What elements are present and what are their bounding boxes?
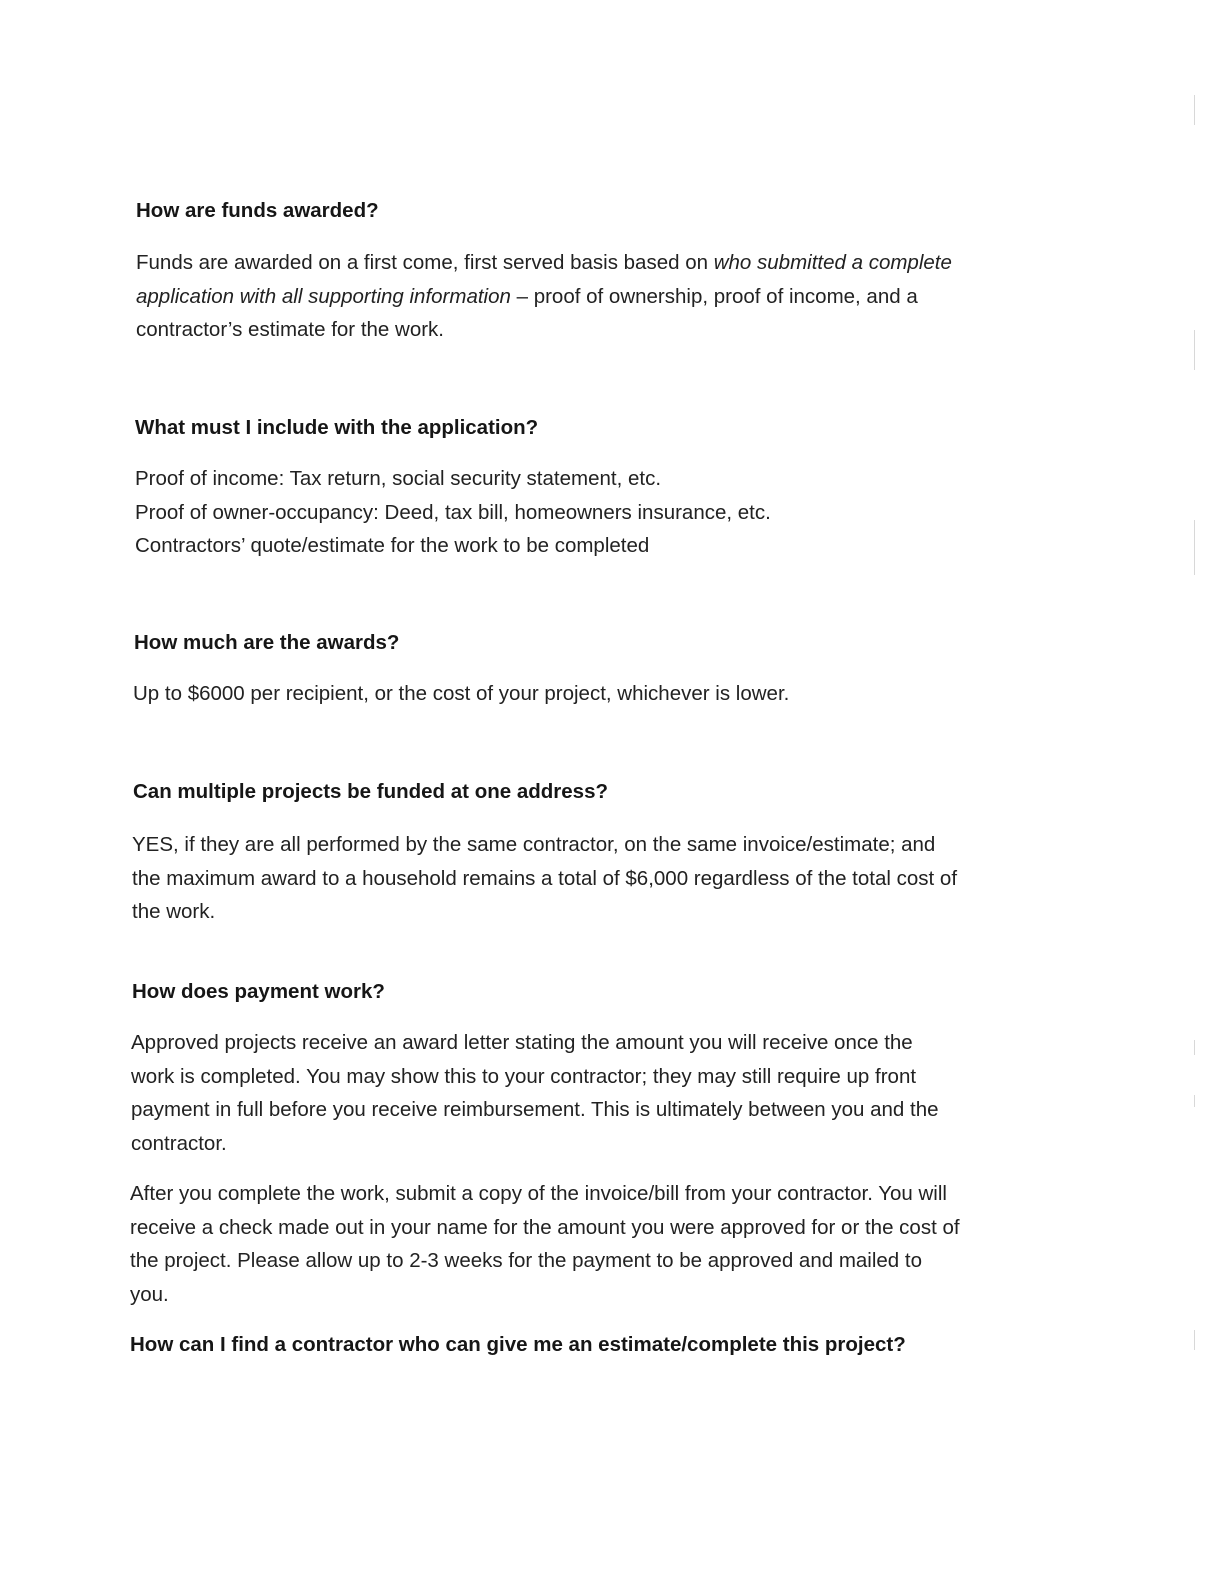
faq-question-multiple-projects: Can multiple projects be funded at one address? — [133, 780, 608, 803]
answer-line: receive a check made out in your name for the amount you were approved for or the cost of — [130, 1215, 960, 1239]
faq-answer-award-amount — [133, 677, 789, 711]
faq-question-application-requirements: What must I include with the application? — [135, 416, 539, 439]
faq-answer-multiple-projects — [132, 828, 957, 929]
answer-line: you. — [130, 1282, 169, 1306]
faq-question-payment: How does payment work? — [132, 980, 385, 1003]
answer-line: the work. — [132, 900, 216, 923]
answer-line: Funds are awarded on a first come, first served basis based on who submitted a complete — [136, 251, 952, 274]
scan-artifact — [1194, 330, 1195, 370]
scan-artifact — [1194, 520, 1195, 575]
application-requirements-list — [135, 462, 771, 563]
list-item: Proof of owner-occupancy: Deed, tax bill, homeowners insurance, etc. — [135, 500, 771, 524]
answer-line: the maximum award to a household remains a total of $6,000 regardless of the total cost of — [132, 866, 958, 890]
faq-answer-payment-paragraph-1 — [131, 1026, 939, 1160]
scan-artifact — [1194, 1040, 1195, 1055]
answer-line: application with all supporting information – proof of ownership, proof of income, and a — [136, 284, 918, 308]
answer-line: Up to $6000 per recipient, or the cost of your project, whichever is lower. — [133, 682, 790, 705]
faq-answer-funds-awarded — [136, 246, 952, 347]
answer-line: work is completed. You may show this to your contractor; they may still require up front — [131, 1064, 917, 1088]
list-item: Contractors’ quote/estimate for the work to be completed — [135, 534, 650, 557]
answer-line: YES, if they are all performed by the same contractor, on the same invoice/estimate; and — [132, 833, 936, 856]
list-item: Proof of income: Tax return, social security statement, etc. — [135, 467, 662, 490]
faq-question-funds-awarded: How are funds awarded? — [136, 199, 379, 222]
scan-artifact — [1194, 1330, 1195, 1350]
faq-answer-payment-paragraph-2 — [130, 1177, 960, 1311]
scan-artifact — [1194, 95, 1195, 125]
answer-line: payment in full before you receive reimbursement. This is ultimately between you and the — [131, 1098, 939, 1121]
scan-artifact — [1194, 1095, 1195, 1107]
answer-line: the project. Please allow up to 2-3 weeks for the payment to be approved and mailed to — [130, 1249, 923, 1272]
answer-line: Approved projects receive an award letter stating the amount you will receive once the — [131, 1031, 913, 1054]
answer-line: contractor. — [131, 1131, 227, 1155]
answer-line: After you complete the work, submit a copy of the invoice/bill from your contractor. You will — [130, 1182, 947, 1205]
faq-question-award-amount: How much are the awards? — [134, 631, 400, 654]
answer-line: contractor’s estimate for the work. — [136, 318, 445, 341]
faq-question-find-contractor: How can I find a contractor who can give me an estimate/complete this project? — [130, 1333, 906, 1356]
